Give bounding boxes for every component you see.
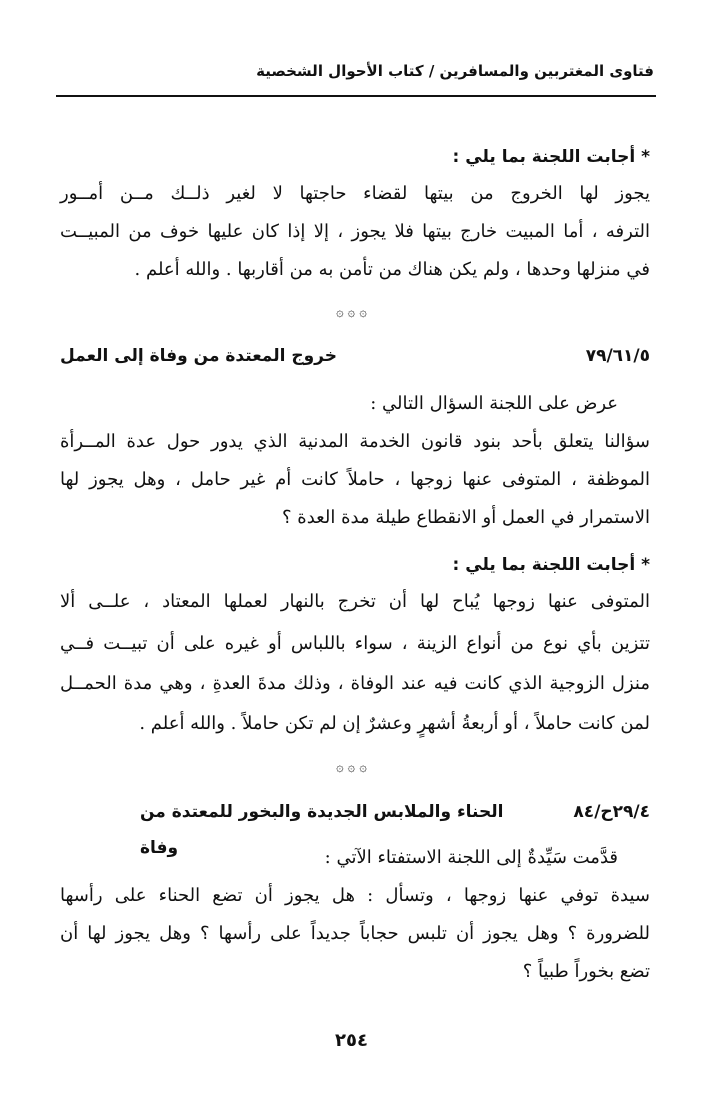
paragraph-line: تتزين بأي نوع من أنواع الزينة ، سواء باللباس أو غيره على أن تبيــت فــي	[60, 633, 650, 654]
paragraph-line: المتوفى عنها زوجها يُباح لها أن تخرج بالنهار لعملها المعتاد ، علــى ألا	[60, 591, 650, 612]
paragraph-line: يجوز لها الخروج من بيتها لقضاء حاجتها لا لغير ذلــك مــن أمــور	[60, 183, 650, 204]
section-title: الحناء والملابس الجديدة والبخور للمعتدة من وفاة	[140, 802, 504, 858]
paragraph-line: سؤالنا يتعلق بأحد بنود قانون الخدمة المدنية الذي يدور حول عدة المــرأة	[60, 431, 650, 452]
section-number: ٢٩/٤ح/٨٤	[573, 802, 650, 822]
paragraph-line: قدَّمت سَيِّدةٌ إلى اللجنة الاستفتاء الآتي :	[324, 847, 618, 868]
section-heading	[60, 338, 650, 374]
section-title: خروج المعتدة من وفاة إلى العمل	[60, 346, 337, 366]
section-separator: ۞ ۞ ۞	[335, 305, 368, 320]
answer-heading: * أجابت اللجنة بما يلي :	[452, 147, 650, 167]
page-number: ٢٥٤	[335, 1030, 368, 1051]
paragraph-line: لمن كانت حاملاً ، أو أربعةُ أشهرٍ وعشرٌ إن لم تكن حاملاً . والله أعلم .	[139, 713, 650, 734]
section-number: ٧٩/٦١/٥	[585, 346, 650, 366]
paragraph-line: الموظفة ، المتوفى عنها زوجها ، حاملاً كانت أم غير حامل ، وهل يجوز لها	[60, 469, 650, 490]
paragraph-line: تضع بخوراً طبياً ؟	[522, 961, 650, 982]
paragraph-line: الاستمرار في العمل أو الانقطاع طيلة مدة العدة ؟	[282, 507, 650, 528]
paragraph-line: للضرورة ؟ وهل يجوز أن تلبس حجاباً جديداً على رأسها ؟ وهل يجوز لها أن	[60, 923, 650, 944]
header-rule	[56, 95, 656, 97]
section-separator: ۞ ۞ ۞	[335, 760, 368, 775]
paragraph-line: منزل الزوجية الذي كانت فيه عند الوفاة ، وذلك مدةَ العدةِ ، وهي مدة الحمــل	[60, 673, 650, 694]
answer-heading: * أجابت اللجنة بما يلي :	[452, 555, 650, 575]
paragraph-line: الترفه ، أما المبيت خارج بيتها فلا يجوز ، إلا إذا كان عليها خوف من المبيــت	[60, 221, 650, 242]
paragraph-line: عرض على اللجنة السؤال التالي :	[370, 393, 618, 414]
paragraph-line: سيدة توفي عنها زوجها ، وتسأل : هل يجوز أن تضع الحناء على رأسها	[60, 885, 650, 906]
running-header: فتاوى المغتربين والمسافرين / كتاب الأحوال الشخصية	[256, 62, 654, 80]
paragraph-line: في منزلها وحدها ، ولم يكن هناك من تأمن به من أقاربها . والله أعلم .	[134, 259, 650, 280]
